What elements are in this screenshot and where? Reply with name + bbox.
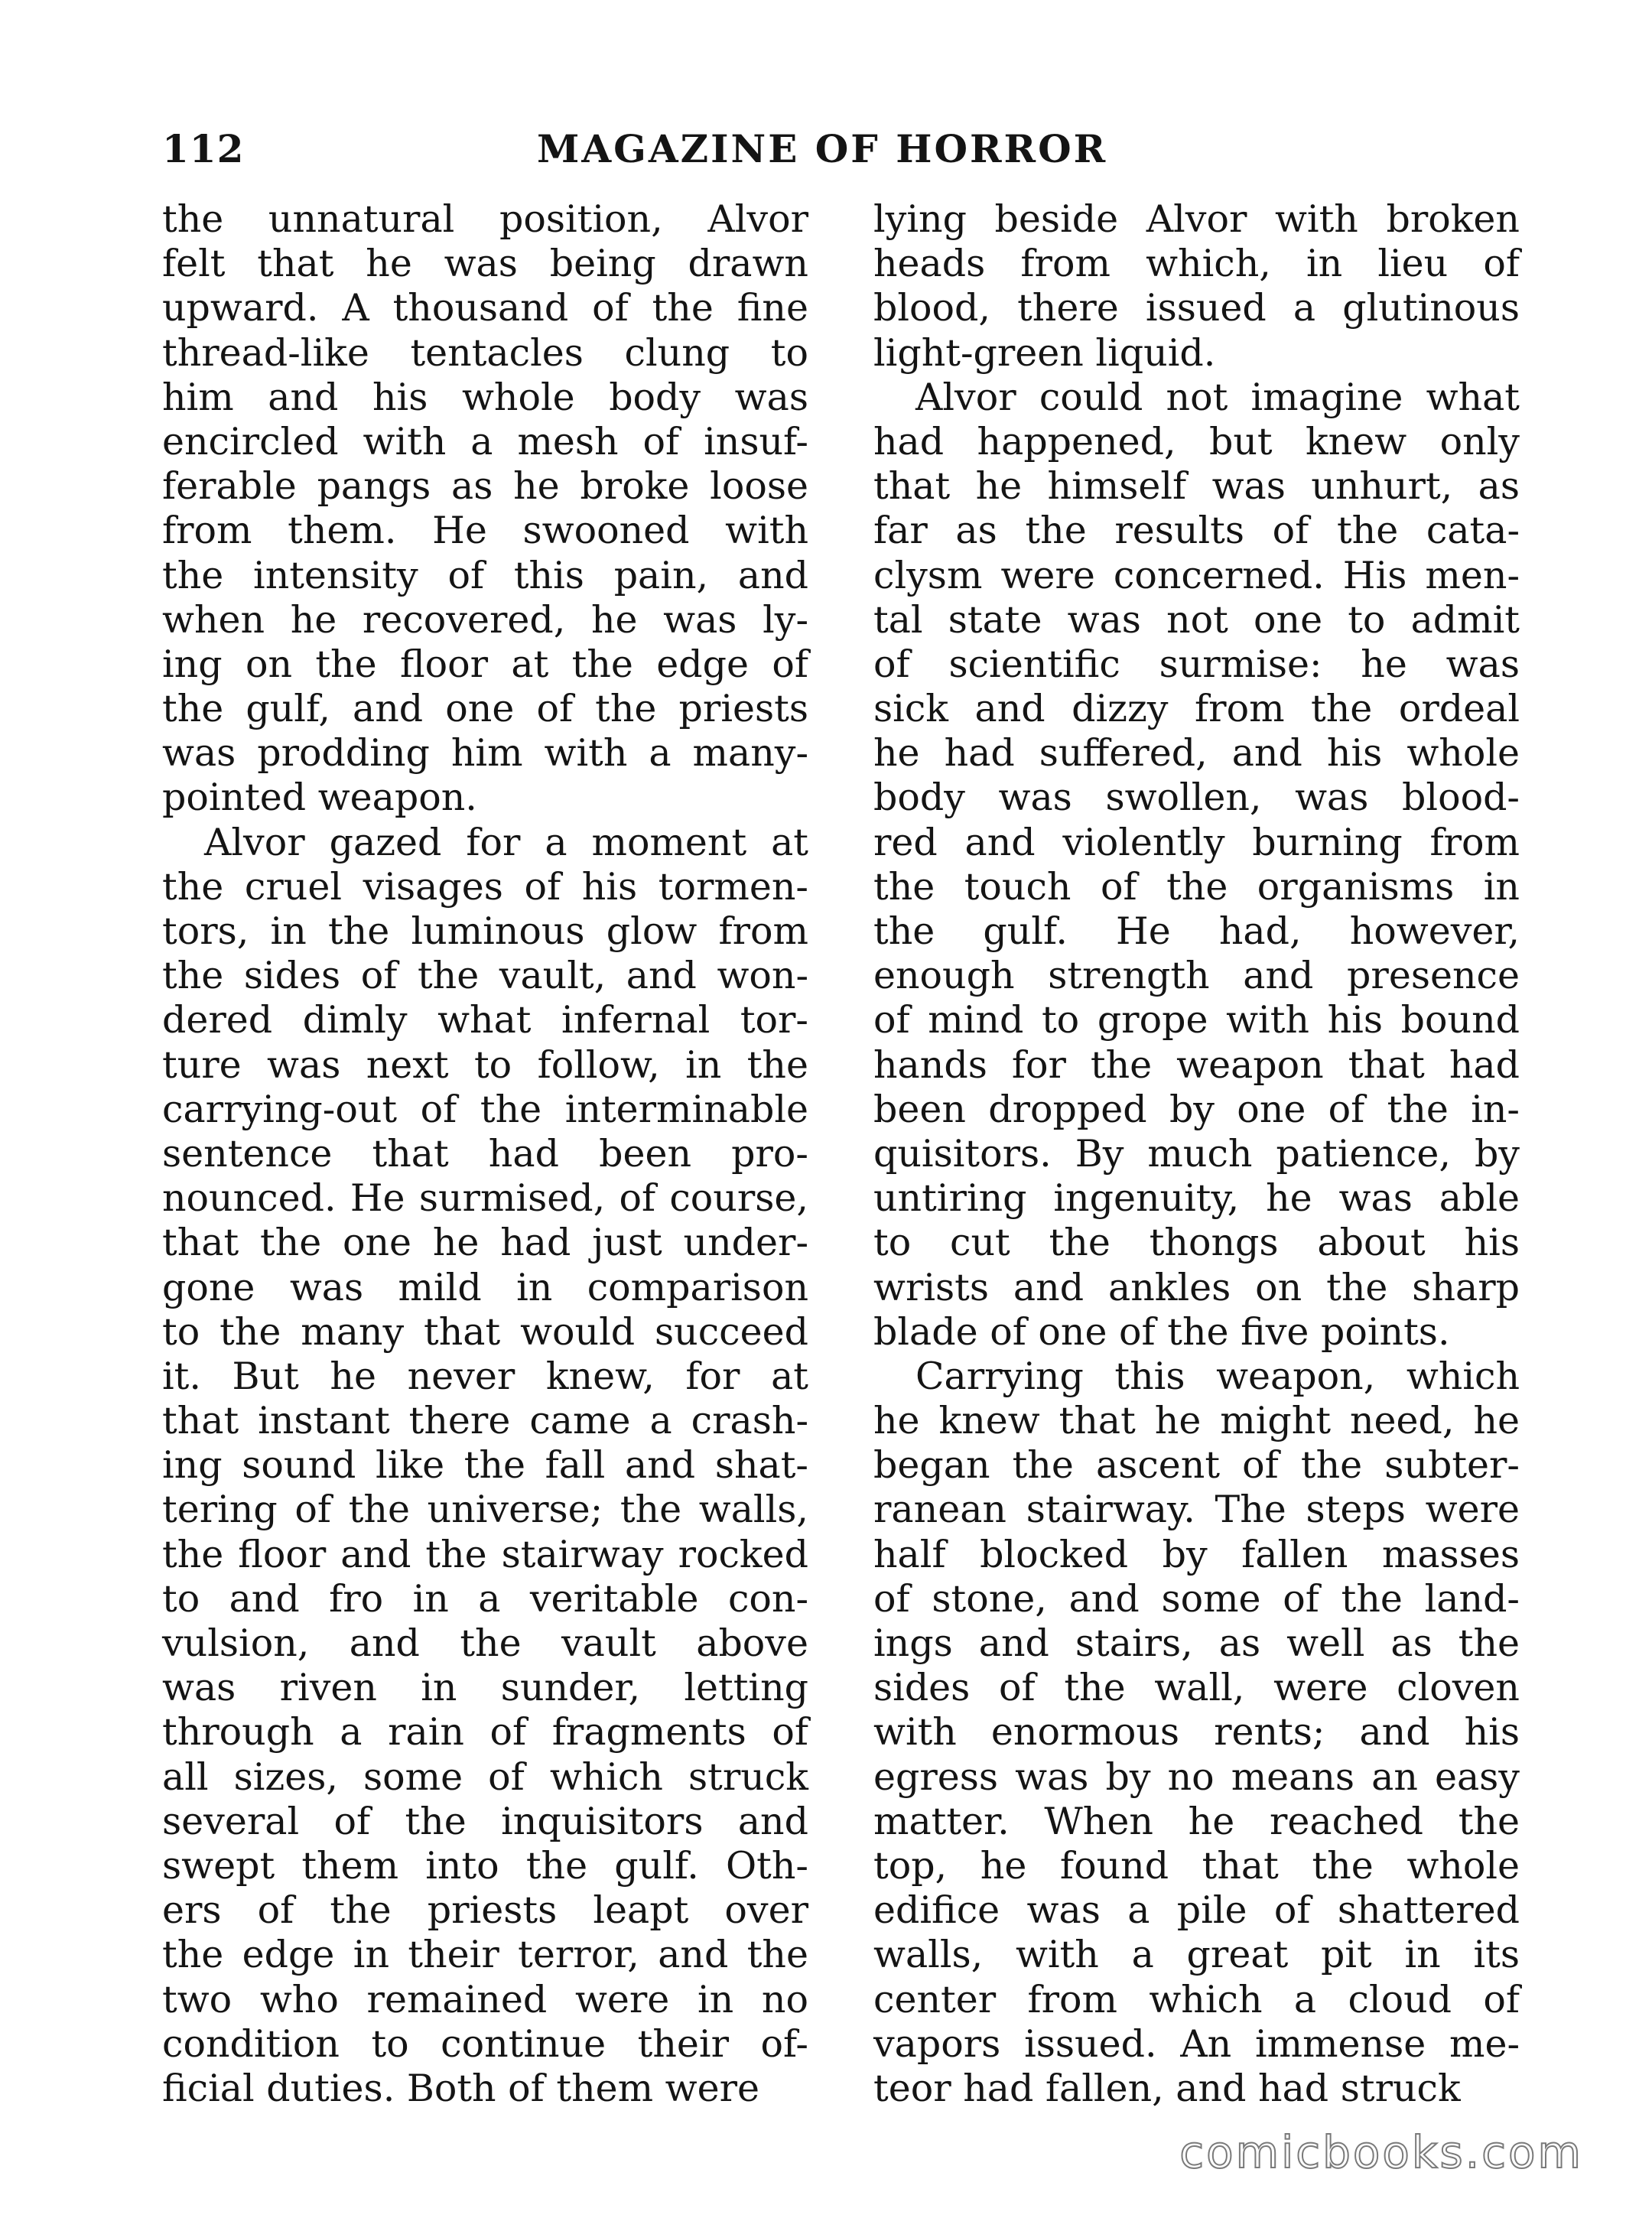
text-line: from them. He swooned with <box>162 509 808 553</box>
text-line: ing on the floor at the edge of <box>162 642 808 686</box>
text-line: to and fro in a veritable con- <box>162 1576 808 1621</box>
text-line: quisitors. By much patience, by <box>873 1131 1520 1176</box>
text-line: sentence that had been pro- <box>162 1131 808 1176</box>
text-line: pointed weapon. <box>162 776 477 820</box>
text-line: thread-like tentacles clung to <box>162 330 808 375</box>
text-line: ings and stairs, as well as the <box>873 1621 1520 1665</box>
text-line: swept them into the gulf. Oth- <box>162 1843 808 1888</box>
text-line: top, he found that the whole <box>873 1843 1520 1888</box>
text-line: sick and dizzy from the ordeal <box>873 687 1520 731</box>
text-line: blood, there issued a glutinous <box>873 286 1520 330</box>
text-line: him and his whole body was <box>162 375 808 419</box>
text-line: wrists and ankles on the sharp <box>873 1265 1520 1309</box>
text-line: to the many that would succeed <box>162 1309 808 1354</box>
text-line: ferable pangs as he broke loose <box>162 464 808 509</box>
text-line: Alvor gazed for a moment at <box>204 820 808 864</box>
text-line: untiring ingenuity, he was able <box>873 1176 1520 1221</box>
text-line: blade of one of the five points. <box>873 1309 1450 1354</box>
text-line: ture was next to follow, in the <box>162 1042 808 1087</box>
text-line: tors, in the luminous glow from <box>162 909 808 953</box>
text-line: with enormous rents; and his <box>873 1710 1520 1755</box>
text-line: upward. A thousand of the fine <box>162 286 808 330</box>
text-line: began the ascent of the subter- <box>873 1443 1520 1488</box>
text-line: vapors issued. An immense me- <box>873 2021 1520 2066</box>
text-line: hands for the weapon that had <box>873 1042 1520 1087</box>
text-line: heads from which, in lieu of <box>873 242 1520 286</box>
text-line: ers of the priests leapt over <box>162 1888 808 1933</box>
text-line: nounced. He surmised, of course, <box>162 1176 808 1221</box>
text-line: all sizes, some of which struck <box>162 1755 808 1799</box>
text-line: the cruel visages of his tormen- <box>162 864 808 909</box>
page-number: 112 <box>162 126 245 171</box>
text-line: lying beside Alvor with broken <box>873 197 1520 241</box>
text-line: tal state was not one to admit <box>873 597 1520 642</box>
text-line: far as the results of the cata- <box>873 509 1520 553</box>
text-line: the touch of the organisms in <box>873 864 1520 909</box>
text-line: to cut the thongs about his <box>873 1221 1520 1265</box>
text-column-left <box>162 197 808 2111</box>
text-line: body was swollen, was blood- <box>873 776 1520 820</box>
text-line: red and violently burning from <box>873 820 1520 864</box>
text-line: he knew that he might need, he <box>873 1399 1520 1443</box>
text-line: center from which a cloud of <box>873 1977 1520 2021</box>
text-line: through a rain of fragments of <box>162 1710 808 1755</box>
text-line: half blocked by fallen masses <box>873 1532 1520 1576</box>
text-line: the gulf, and one of the priests <box>162 687 808 731</box>
text-line: of scientific surmise: he was <box>873 642 1520 686</box>
text-line: of mind to grope with his bound <box>873 998 1520 1042</box>
text-line: been dropped by one of the in- <box>873 1087 1520 1131</box>
text-line: the floor and the stairway rocked <box>162 1532 808 1576</box>
text-line: dered dimly what infernal tor- <box>162 998 808 1042</box>
text-line: light-green liquid. <box>873 330 1216 375</box>
text-line: when he recovered, he was ly- <box>162 597 808 642</box>
text-line: that instant there came a crash- <box>162 1399 808 1443</box>
text-line: the edge in their terror, and the <box>162 1933 808 1977</box>
text-line: Carrying this weapon, which <box>915 1354 1520 1398</box>
text-line: felt that he was being drawn <box>162 242 808 286</box>
running-head: MAGAZINE OF HORROR <box>537 126 1108 171</box>
text-line: he had suffered, and his whole <box>873 731 1520 776</box>
text-line: was riven in sunder, letting <box>162 1666 808 1710</box>
text-line: of stone, and some of the land- <box>873 1576 1520 1621</box>
page-header <box>162 115 1516 184</box>
text-line: ranean stairway. The steps were <box>873 1488 1520 1532</box>
text-line: egress was by no means an easy <box>873 1755 1520 1799</box>
text-line: several of the inquisitors and <box>162 1799 808 1843</box>
text-line: that the one he had just under- <box>162 1221 808 1265</box>
text-line: it. But he never knew, for at <box>162 1354 808 1398</box>
text-line: clysm were concerned. His men- <box>873 553 1520 597</box>
text-line: sides of the wall, were cloven <box>873 1666 1520 1710</box>
text-line: was prodding him with a many- <box>162 731 808 776</box>
text-line: two who remained were in no <box>162 1977 808 2021</box>
text-line: condition to continue their of- <box>162 2021 808 2066</box>
watermark: comicbooks.com <box>1179 2126 1583 2178</box>
text-line: edifice was a pile of shattered <box>873 1888 1520 1933</box>
text-line: carrying-out of the interminable <box>162 1087 808 1131</box>
text-line: enough strength and presence <box>873 954 1520 998</box>
text-line: Alvor could not imagine what <box>915 375 1520 419</box>
text-line: ficial duties. Both of them were <box>162 2066 760 2110</box>
text-line: ing sound like the fall and shat- <box>162 1443 808 1488</box>
text-line: teor had fallen, and had struck <box>873 2066 1461 2110</box>
text-line: the sides of the vault, and won- <box>162 954 808 998</box>
text-line: walls, with a great pit in its <box>873 1933 1520 1977</box>
text-line: the intensity of this pain, and <box>162 553 808 597</box>
text-line: matter. When he reached the <box>873 1799 1520 1843</box>
text-line: tering of the universe; the walls, <box>162 1488 808 1532</box>
text-line: encircled with a mesh of insuf- <box>162 419 808 463</box>
text-line: had happened, but knew only <box>873 419 1520 463</box>
text-line: vulsion, and the vault above <box>162 1621 808 1665</box>
text-line: gone was mild in comparison <box>162 1265 808 1309</box>
text-line: the gulf. He had, however, <box>873 909 1520 953</box>
text-column-right <box>873 197 1520 2111</box>
text-line: the unnatural position, Alvor <box>162 197 808 241</box>
text-line: that he himself was unhurt, as <box>873 464 1520 509</box>
